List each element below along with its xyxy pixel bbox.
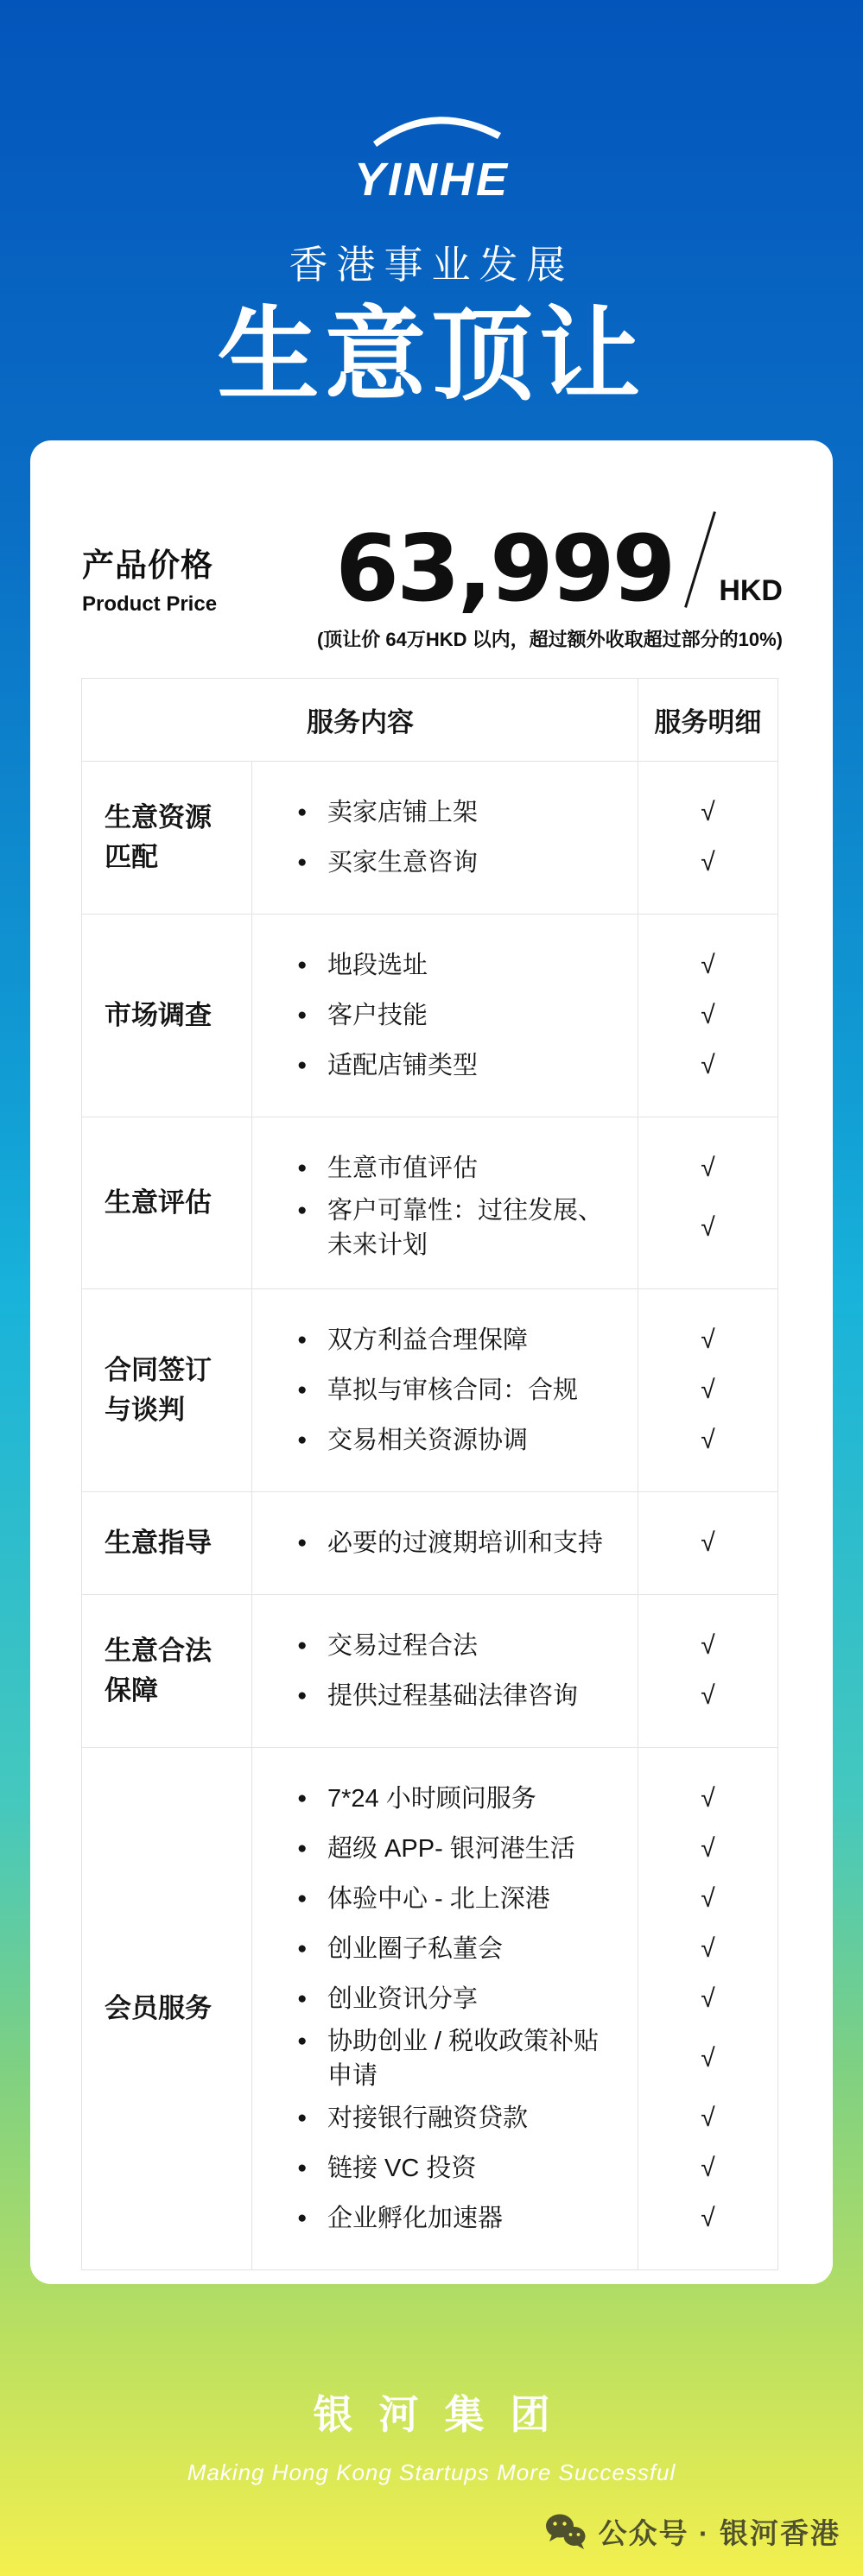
items-cell	[251, 1289, 777, 1491]
bullet-icon: ●	[297, 1159, 308, 1177]
bullet-icon: ●	[297, 1381, 308, 1399]
service-item-text: ● 适配店铺类型	[297, 1052, 479, 1079]
service-item-row	[251, 1874, 777, 1924]
service-item-row	[251, 1365, 777, 1415]
service-item-row	[251, 991, 777, 1041]
service-item-row	[251, 1621, 777, 1671]
price-label-zh: 产品价格	[82, 547, 213, 583]
service-item-row	[251, 940, 777, 991]
service-item-text: ● 超级 APP- 银河港生活	[297, 1835, 575, 1863]
service-item-row	[251, 1315, 777, 1365]
bullet-icon: ●	[297, 2159, 308, 2177]
service-item-row	[251, 1143, 777, 1193]
service-table-body	[82, 761, 777, 2269]
service-item-text: ● 客户可靠性：过往发展、未来计划	[297, 1197, 604, 1259]
check-mark: √	[701, 1834, 715, 1863]
table-row	[82, 1747, 777, 2269]
service-item-text: ● 交易相关资源协调	[297, 1427, 529, 1454]
page-title: 生意顶让	[217, 299, 646, 413]
service-item-text: ● 对接银行融资贷款	[297, 2104, 529, 2132]
service-item-text: ● 客户技能	[297, 1002, 428, 1029]
bullet-icon: ●	[297, 1839, 308, 1858]
check-mark: √	[701, 2044, 715, 2073]
table-row	[82, 1288, 777, 1491]
service-item-row	[251, 2193, 777, 2244]
items-cell	[251, 1595, 777, 1747]
service-item-text: ● 提供过程基础法律咨询	[297, 1682, 579, 1710]
column-header-detail: 服务明细	[654, 707, 762, 737]
bullet-icon: ●	[297, 1056, 308, 1074]
service-item-text: ● 创业圈子私董会	[297, 1935, 504, 1963]
bullet-icon: ●	[297, 803, 308, 821]
service-item-row	[251, 2093, 777, 2143]
table-row	[82, 1117, 777, 1288]
check-mark: √	[701, 1213, 715, 1242]
service-item-text: ● 必要的过渡期培训和支持	[297, 1529, 604, 1557]
bullet-icon: ●	[297, 1789, 308, 1807]
check-mark: √	[701, 1326, 715, 1354]
logo-arc-icon	[373, 117, 501, 147]
wechat-badge	[545, 2511, 841, 2552]
bullet-icon: ●	[297, 1636, 308, 1655]
service-item-row	[251, 1974, 777, 2024]
bullet-icon: ●	[297, 1889, 308, 1908]
check-mark: √	[701, 951, 715, 979]
price-amount-row	[317, 510, 783, 623]
bullet-icon: ●	[297, 1534, 308, 1552]
price-note: (顶让价 64万HKD 以内，超过额外收取超过部分的10%)	[316, 629, 783, 650]
footer-company-name: 银河集团	[313, 2392, 576, 2437]
bullet-icon: ●	[297, 1940, 308, 1958]
logo-text: YINHE	[353, 154, 510, 206]
service-item-row	[251, 788, 777, 838]
price-section	[30, 440, 833, 652]
hero-header	[0, 0, 863, 413]
service-item-row	[251, 2024, 777, 2093]
service-item-text: ● 协助创业 / 税收政策补贴申请	[297, 2028, 600, 2090]
service-item-text: ● 买家生意咨询	[297, 849, 479, 877]
price-value-block	[317, 510, 783, 652]
service-item-row	[251, 1824, 777, 1874]
price-currency: HKD	[719, 574, 783, 607]
bullet-icon: ●	[297, 2109, 308, 2127]
service-item-text: ● 体验中心 - 北上深港	[297, 1885, 550, 1913]
service-item-text: ● 创业资讯分享	[297, 1985, 479, 2013]
check-mark: √	[701, 1784, 715, 1813]
check-mark: √	[701, 1681, 715, 1710]
table-row	[82, 1594, 777, 1747]
service-item-row	[251, 1415, 777, 1465]
category-cell: 市场调查	[105, 1000, 212, 1030]
check-mark: √	[701, 1984, 715, 2013]
wechat-icon	[545, 2513, 588, 2551]
service-item-row	[251, 1924, 777, 1974]
items-cell	[251, 1748, 777, 2269]
service-item-row	[251, 1774, 777, 1824]
check-mark: √	[701, 1934, 715, 1963]
items-cell	[251, 762, 777, 914]
service-item-text: ● 地段选址	[297, 952, 428, 979]
table-row	[82, 1491, 777, 1594]
items-cell	[251, 1492, 777, 1594]
footer-tagline: Making Hong Kong Startups More Successful	[187, 2459, 676, 2485]
service-item-row	[251, 1518, 777, 1568]
bullet-icon: ●	[297, 1331, 308, 1349]
bullet-icon: ●	[297, 2209, 308, 2227]
hero-subtitle: 香港事业发展	[289, 243, 574, 287]
check-mark: √	[701, 1884, 715, 1913]
category-cell: 会员服务	[105, 1993, 212, 2023]
price-amount: 63,999	[335, 516, 674, 623]
bullet-icon: ●	[297, 956, 308, 974]
category-cell: 生意资源匹配	[105, 802, 212, 872]
service-item-text: ● 生意市值评估	[297, 1155, 479, 1182]
service-item-row	[251, 838, 777, 888]
bullet-icon: ●	[297, 853, 308, 871]
table-header	[82, 679, 777, 761]
service-item-text: ● 卖家店铺上架	[297, 799, 479, 826]
check-mark: √	[701, 798, 715, 826]
price-label-block	[82, 510, 217, 652]
check-mark: √	[701, 2104, 715, 2132]
footer	[0, 2383, 863, 2486]
bullet-icon: ●	[297, 1687, 308, 1705]
yinhe-logo	[328, 111, 536, 207]
slash-divider	[684, 511, 716, 608]
service-item-text: ● 7*24 小时顾问服务	[297, 1785, 536, 1813]
service-item-text: ● 链接 VC 投资	[297, 2155, 477, 2182]
bullet-icon: ●	[297, 2032, 308, 2050]
price-label-en: Product Price	[82, 592, 218, 616]
service-item-row	[251, 2143, 777, 2193]
service-item-text: ● 草拟与审核合同：合规	[297, 1377, 579, 1404]
service-table	[81, 678, 778, 2270]
check-mark: √	[701, 1426, 715, 1454]
wechat-account-label: 公众号 · 银河香港	[598, 2517, 841, 2549]
service-item-text: ● 双方利益合理保障	[297, 1326, 529, 1354]
bullet-icon: ●	[297, 1990, 308, 2008]
service-item-row	[251, 1671, 777, 1721]
items-cell	[251, 915, 777, 1117]
category-cell: 合同签订与谈判	[105, 1355, 212, 1425]
items-cell	[251, 1117, 777, 1288]
check-mark: √	[701, 1631, 715, 1660]
service-item-row	[251, 1041, 777, 1091]
check-mark: √	[701, 848, 715, 877]
content-card	[30, 440, 833, 2284]
service-item-text: ● 交易过程合法	[297, 1632, 479, 1660]
table-row	[82, 761, 777, 914]
check-mark: √	[701, 1376, 715, 1404]
check-mark: √	[701, 2204, 715, 2232]
check-mark: √	[701, 2154, 715, 2182]
service-item-text: ● 企业孵化加速器	[297, 2205, 504, 2232]
bullet-icon: ●	[297, 1431, 308, 1449]
bullet-icon: ●	[297, 1006, 308, 1024]
category-cell: 生意指导	[105, 1528, 212, 1558]
bullet-icon: ●	[297, 1201, 308, 1219]
check-mark: √	[701, 1001, 715, 1029]
category-cell: 生意评估	[105, 1187, 212, 1218]
service-item-row	[251, 1193, 777, 1263]
column-header-service: 服务内容	[307, 707, 414, 737]
check-mark: √	[701, 1154, 715, 1182]
table-row	[82, 914, 777, 1117]
check-mark: √	[701, 1051, 715, 1079]
check-mark: √	[701, 1529, 715, 1557]
category-cell: 生意合法保障	[105, 1636, 212, 1706]
